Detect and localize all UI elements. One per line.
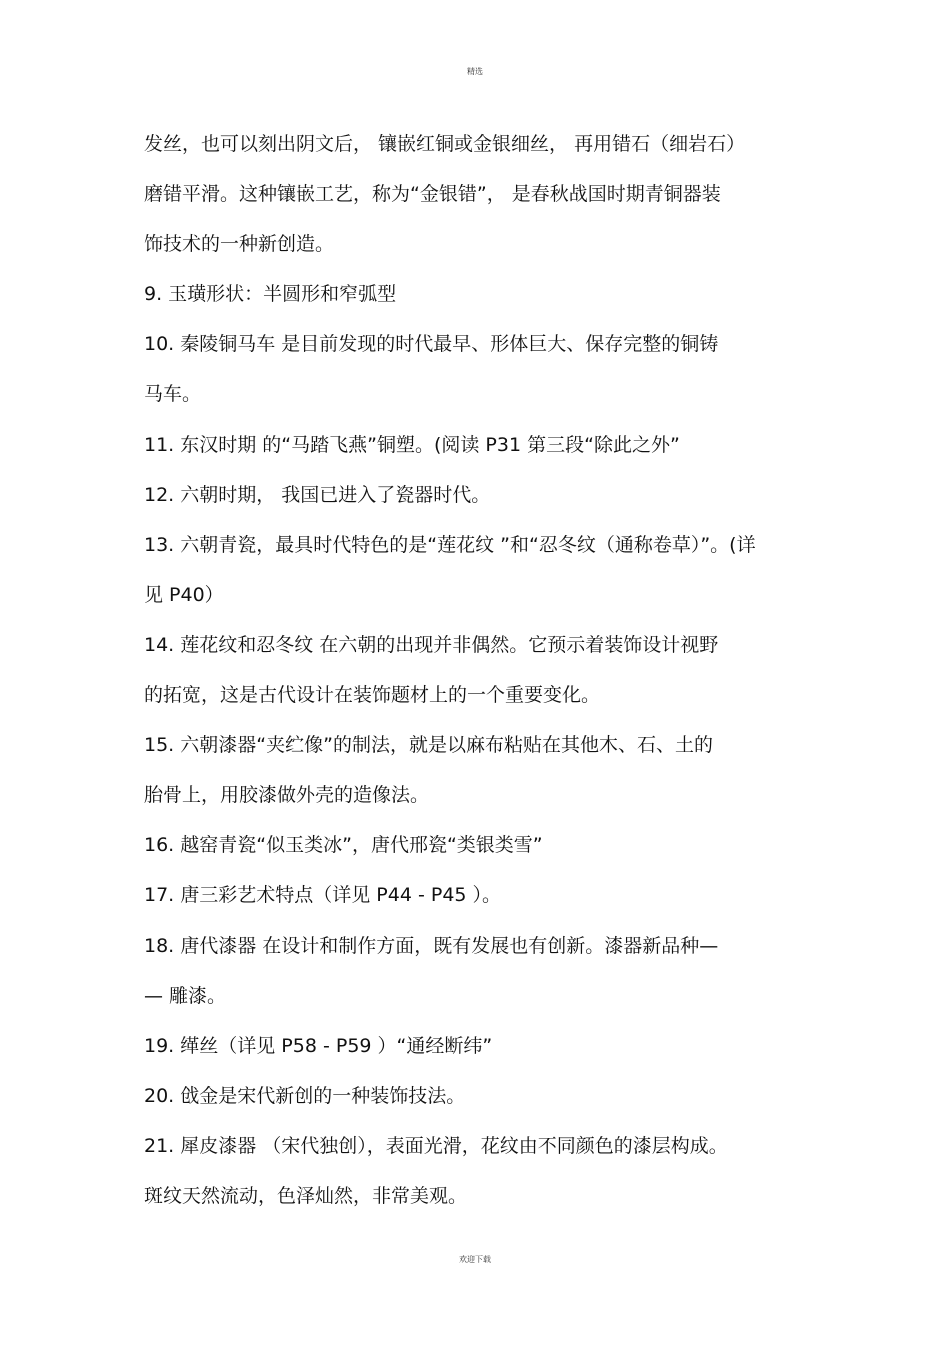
text-line: 18. 唐代漆器 在设计和制作方面，既有发展也有创新。漆器新品种— xyxy=(144,934,719,957)
page-header: 精选 xyxy=(467,67,483,76)
text-line: 13. 六朝青瓷，最具时代特色的是“莲花纹 ”和“忍冬纹（通称卷草）”。(详 xyxy=(144,533,756,556)
document-body xyxy=(144,126,824,1228)
text-line: 饰技术的一种新创造。 xyxy=(144,233,335,256)
text-line: 11. 东汉时期 的“马踏飞燕”铜塑。(阅读 P31 第三段“除此之外” xyxy=(144,433,680,456)
text-line: 19. 缂丝（详见 P58 - P59 ）“通经断纬” xyxy=(144,1034,493,1057)
text-line: 见 P40） xyxy=(144,583,224,606)
text-line: 发丝，也可以刻出阴文后， 镶嵌红铜或金银细丝， 再用错石（细岩石） xyxy=(144,133,746,155)
text-line: 14. 莲花纹和忍冬纹 在六朝的出现并非偶然。它预示着装饰设计视野 xyxy=(144,633,719,656)
text-line: 胎骨上，用胶漆做外壳的造像法。 xyxy=(144,784,430,807)
text-line: 16. 越窑青瓷“似玉类冰”，唐代邢瓷“类银类雪” xyxy=(144,834,543,857)
text-line: 的拓宽，这是古代设计在装饰题材上的一个重要变化。 xyxy=(144,684,601,707)
page-footer: 欢迎下载 xyxy=(459,1255,491,1264)
text-line: 20. 戗金是宋代新创的一种装饰技法。 xyxy=(144,1084,466,1107)
text-line: 21. 犀皮漆器 （宋代独创），表面光滑，花纹由不同颜色的漆层构成。 xyxy=(144,1134,728,1157)
text-line: 马车。 xyxy=(144,383,202,406)
text-line: — 雕漆。 xyxy=(144,984,227,1007)
text-line: 15. 六朝漆器“夹纻像”的制法，就是以麻布粘贴在其他木、石、土的 xyxy=(144,734,713,757)
text-line: 12. 六朝时期， 我国已进入了瓷器时代。 xyxy=(144,483,491,506)
text-line: 磨错平滑。这种镶嵌工艺，称为“金银错”， 是春秋战国时期青铜器装 xyxy=(144,183,721,206)
text-line: 17. 唐三彩艺术特点（详见 P44 - P45 ）。 xyxy=(144,884,502,907)
text-line: 9. 玉璜形状：半圆形和窄弧型 xyxy=(144,283,397,306)
text-line: 10. 秦陵铜马车 是目前发现的时代最早、形体巨大、保存完整的铜铸 xyxy=(144,333,719,356)
text-line: 斑纹天然流动，色泽灿然，非常美观。 xyxy=(144,1184,468,1207)
